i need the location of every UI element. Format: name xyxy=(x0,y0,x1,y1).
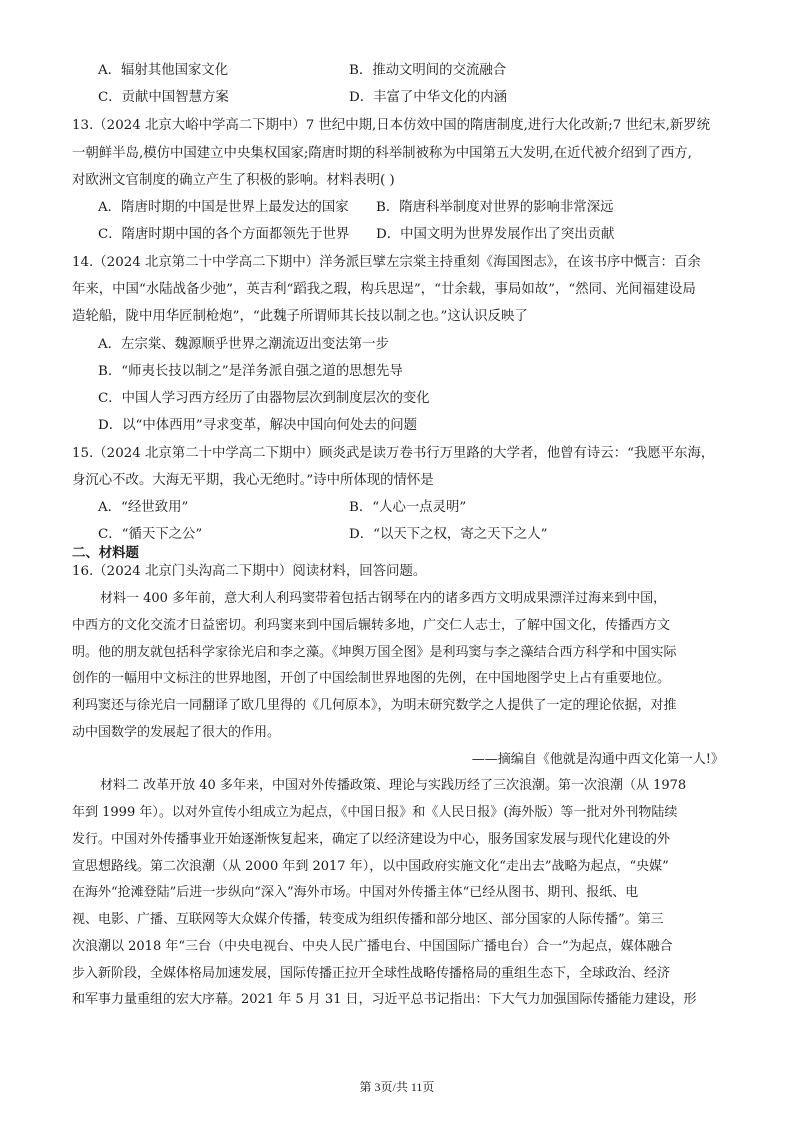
q15-option-b: B．“人心一点灵明” xyxy=(349,500,467,515)
q13-option-b: B．隋唐科举制度对世界的影响非常深远 xyxy=(376,200,614,215)
material2-line-7: 次浪潮以 2018 年“三台（中央电视台、中央人民广播电台、中国国际广播电台）合一”为起点，媒体融合 xyxy=(72,939,673,954)
material1-source: ——摘编自《他就是沟通中西文化第一人!》 xyxy=(471,752,724,767)
q14-stem-line-1: 14.（2024 北京第二十中学高二下期中）洋务派巨擘左宗棠主持重刻《海国图志》，在该书序中慨言：百余 xyxy=(72,255,701,270)
q14-option-c: C．中国人学习西方经历了由器物层次到制度层次的变化 xyxy=(98,391,430,406)
q13-option-c: C．隋唐时期中国的各个方面都领先于世界 xyxy=(98,227,350,242)
page-footer: 第 3页/共 11页 xyxy=(359,1080,435,1094)
material1-line-3: 明。他的朋友就包括科学家徐光启和李之藻。《坤舆万国全图》是利玛窦与李之藻结合西方科学和中国实际 xyxy=(72,645,677,660)
q14-stem-line-3: 造轮船，陇中用华匠制枪炮”，“此魏子所谓师其长技以制之也。”这认识反映了 xyxy=(72,309,528,324)
q13-stem-line-3: 对欧洲文官制度的确立产生了积极的影响。材料表明( ) xyxy=(72,173,395,188)
material2-line-3: 发行。中国对外传播事业开始逐渐恢复起来，确定了以经济建设为中心，服务国家发展与现代化建设的外 xyxy=(72,832,671,847)
q13-option-d: D．中国文明为世界发展作出了突出贡献 xyxy=(376,227,615,242)
material2-line-2: 年到 1999 年）。以对外宣传小组成立为起点，《中国日报》和《人民日报》(海外版）等一批对外刊物陆续 xyxy=(72,805,678,820)
material2-line-8: 步入新阶段，全媒体格局加速发展，国际传播正拉开全球性战略传播格局的重组生态下，全球政治、经济 xyxy=(72,966,671,981)
q14-option-d: D．以“中体西用”寻求变革，解决中国向何处去的问题 xyxy=(98,418,418,433)
material2-line-5: 在海外“抢滩登陆”后进一步纵向“深入”海外市场。中国对外传播主体“已经从图书、期刊、报纸、电 xyxy=(72,885,639,900)
material1-line-1: 材料一 400 多年前，意大利人利玛窦带着包括古钢琴在内的诸多西方文明成果漂洋过海来到中国， xyxy=(100,591,667,606)
material1-line-2: 中西方的文化交流才日益密切。利玛窦来到中国后辗转多地，广交仁人志士，了解中国文化，传播西方文 xyxy=(72,618,671,633)
material2-line-6: 视、电影、广播、互联网等大众媒介传播，转变成为组织传播和部分地区、部分国家的人际传播”。第三 xyxy=(72,912,664,927)
q15-stem-line-2: 身沉心不改。大海无平期，我心无绝时。”诗中所体现的情怀是 xyxy=(72,473,434,488)
q14-option-b: B．“师夷长技以制之”是洋务派自强之道的思想先导 xyxy=(98,364,403,379)
material2-line-4: 宣思想路线。第二次浪潮（从 2000 年到 2017 年），以中国政府实施文化“走出去”战略为起点，“央媒” xyxy=(72,859,669,874)
q15-option-d: D．“以天下之权，寄之天下之人” xyxy=(349,527,548,542)
q12-option-a: A．辐射其他国家文化 xyxy=(98,63,229,78)
material2-line-1: 材料二 改革开放 40 多年来，中国对外传播政策、理论与实践历经了三次浪潮。第一次浪潮（从 1978 xyxy=(100,778,687,793)
q15-option-a: A．“经世致用” xyxy=(98,500,189,515)
q13-option-a: A．隋唐时期的中国是世界上最发达的国家 xyxy=(98,200,349,215)
q14-option-a: A．左宗棠、魏源顺乎世界之潮流迈出变法第一步 xyxy=(98,337,389,352)
material1-line-5: 利玛窦还与徐光启一同翻译了欧几里得的《几何原本》，为明末研究数学之人提供了一定的理论依据，对推 xyxy=(72,698,677,713)
q15-option-c: C．“循天下之公” xyxy=(98,527,203,542)
material2-line-9: 和军事力量重组的宏大序幕。2021 年 5 月 31 日，习近平总书记指出：下大气力加强国际传播能力建设，形 xyxy=(72,992,697,1007)
q13-stem-line-1: 13.（2024 北京大峪中学高二下期中）7 世纪中期,日本仿效中国的隋唐制度,进行大化改新;7 世纪末,新罗统 xyxy=(72,118,711,133)
section-title: 二、材料题 xyxy=(72,546,139,561)
q12-option-b: B．推动文明间的交流融合 xyxy=(349,63,507,78)
material1-line-4: 创作的一幅用中文标注的世界地图，开创了中国绘制世界地图的先例，在中国地图学史上占有重要地位。 xyxy=(72,671,671,686)
q15-stem-line-1: 15.（2024 北京第二十中学高二下期中）顾炎武是读万卷书行万里路的大学者，他曾有诗云：“我愿平东海， xyxy=(72,446,715,461)
q14-stem-line-2: 年来，中国“水陆战备少弛”，英吉利“蹈我之瑕，构兵思逞”，“廿余载，事局如故”，“然同、光间福建设局 xyxy=(72,282,696,297)
q12-option-c: C．贡献中国智慧方案 xyxy=(98,90,229,105)
q13-stem-line-2: 一朝鲜半岛,模仿中国建立中央集权国家;隋唐时期的科举制被称为中国第五大发明,在近代被介绍到了西方, xyxy=(72,146,692,161)
material1-line-6: 动中国数学的发展起了很大的作用。 xyxy=(72,725,281,740)
q12-option-d: D．丰富了中华文化的内涵 xyxy=(349,90,508,105)
q16-intro: 16.（2024 北京门头沟高二下期中）阅读材料，回答问题。 xyxy=(72,564,427,579)
